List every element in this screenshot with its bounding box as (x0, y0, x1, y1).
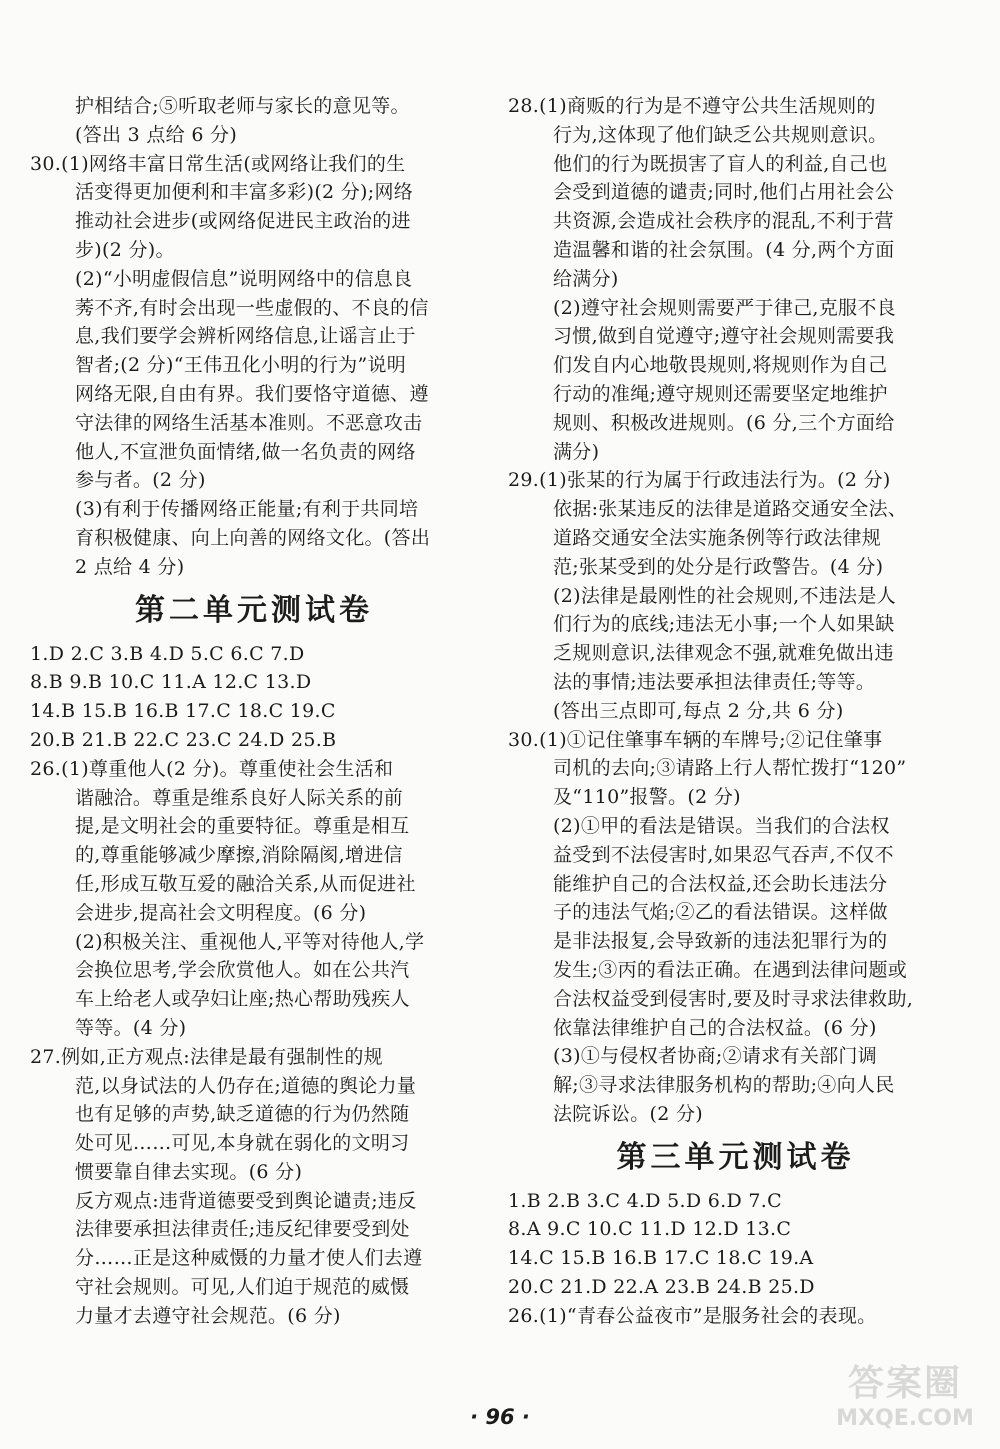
answer-line: 护相结合;⑤听取老师与家长的意见等。 (75, 95, 410, 117)
answer-line: 司机的去向;③请路上行人帮忙拨打“120” (553, 757, 907, 780)
watermark-bottom: MXQE.COM (836, 1406, 974, 1431)
question-line: 20.C 21.D 22.A 23.B 24.B 25.D (508, 1276, 815, 1299)
question-line: 28.(1)商贩的行为是不遵守公共生活规则的 (508, 95, 876, 117)
answer-line: 依靠法律维护自己的合法权益。(6 分) (553, 1016, 877, 1039)
question-line: 1.B 2.B 3.C 4.D 5.D 6.D 7.C (508, 1189, 782, 1212)
answer-line: 也有足够的声势,缺乏道德的行为仍然随 (75, 1103, 410, 1126)
answer-line: 共资源,会造成社会秩序的混乱,不利于营 (553, 210, 894, 233)
answer-line: 步)(2 分)。 (75, 238, 175, 261)
answer-line: 乏规则意识,法律观念不强,就难免做出违 (553, 642, 894, 665)
answer-line: 们发自内心地敬畏规则,将规则作为自己 (553, 354, 888, 377)
answer-line: 范;张某受到的处分是行政警告。(4 分) (553, 555, 884, 578)
question-line: 30.(1)①记住肇事车辆的车牌号;②记住肇事 (508, 728, 883, 751)
answer-line: 提,是文明社会的重要特征。尊重是相互 (75, 815, 410, 838)
question-line: 8.B 9.B 10.C 11.A 12.C 13.D (30, 671, 312, 694)
answer-line: 会受到道德的谴责;同时,他们占用社会公 (553, 181, 895, 204)
section-heading: 第二单元测试卷 (135, 592, 373, 628)
question-line: 8.A 9.C 10.C 11.D 12.D 13.C (508, 1218, 792, 1241)
question-line: 27.例如,正方观点:法律是最有强制性的规 (30, 1045, 383, 1068)
answer-line: 参与者。(2 分) (75, 469, 206, 492)
question-line: 1.D 2.C 3.B 4.D 5.C 6.C 7.D (30, 642, 305, 665)
answer-line: 及“110”报警。(2 分) (553, 786, 741, 809)
answer-line: 智者;(2 分)“王伟丑化小明的行为”说明 (75, 354, 407, 377)
answer-line: 车上给老人或孕妇让座;热心帮助残疾人 (75, 988, 410, 1011)
answer-line: 规则、积极改进规则。(6 分,三个方面给 (553, 411, 895, 434)
answer-line: 守法律的网络生活基本准则。不恶意攻击 (75, 411, 423, 434)
answer-line: 网络无限,自由有界。我们要恪守道德、遵 (75, 382, 429, 405)
question-line: 26.(1)“青春公益夜市”是服务社会的表现。 (508, 1304, 877, 1327)
answer-line: 造温馨和谐的社会氛围。(4 分,两个方面 (553, 238, 895, 261)
answer-line: 的,尊重能够减少摩擦,消除隔阂,增进信 (75, 844, 403, 867)
answer-line: 习惯,做到自觉遵守;遵守社会规则需要我 (553, 325, 895, 348)
answer-line: (2)法律是最刚性的社会规则,不违法是人 (553, 584, 896, 607)
answer-line: 谐融洽。尊重是维系良好人际关系的前 (75, 786, 404, 809)
answer-line: 发生;③丙的看法正确。在遇到法律问题或 (553, 958, 908, 981)
answer-line: 守社会规则。可见,人们迫于规范的威慑 (75, 1276, 410, 1299)
answer-line: 法律要承担法律责任;违反纪律要受到处 (75, 1218, 410, 1241)
question-line: 20.B 21.B 22.C 23.C 24.D 25.B (30, 728, 337, 751)
answer-line: 满分) (553, 440, 600, 463)
answer-line: 道路交通安全法实施条例等行政法律规 (553, 526, 882, 549)
answer-line: (答出 3 点给 6 分) (75, 123, 238, 146)
answer-line: 育积极健康、向上向善的网络文化。(答出 (75, 526, 431, 549)
answer-line: 法的事情;违法要承担法律责任;等等。 (553, 670, 876, 693)
answer-line: 会换位思考,学会欣赏他人。如在公共汽 (75, 959, 410, 982)
watermark-logo (830, 1355, 980, 1435)
answer-line: (2)“小明虚假信息”说明网络中的信息良 (75, 267, 413, 290)
answer-line: 推动社会进步(或网络促进民主政治的进 (75, 210, 411, 233)
answer-line: (3)有利于传播网络正能量;有利于共同培 (75, 498, 419, 521)
answer-line: 活变得更加便利和丰富多彩)(2 分);网络 (75, 181, 414, 204)
answer-line: 给满分) (553, 267, 619, 290)
answer-line: 力量才去遵守社会规范。(6 分) (75, 1304, 341, 1327)
answer-line: 2 点给 4 分) (75, 555, 185, 578)
answer-line: 行为,这体现了他们缺乏公共规则意识。 (553, 123, 888, 146)
answer-line: 们行为的底线;违法无小事;一个人如果缺 (553, 613, 895, 636)
answer-line: 法院诉讼。(2 分) (553, 1102, 703, 1125)
answer-line: 等等。(4 分) (75, 1016, 187, 1039)
right-column (508, 92, 963, 1331)
answer-line: 合法权益受到侵害时,要及时寻求法律救助, (553, 987, 914, 1010)
answer-line: 范,以身试法的人仍存在;道德的舆论力量 (75, 1074, 417, 1097)
answer-line: 分……正是这种威慑的力量才使人们去遵 (75, 1247, 423, 1270)
section-heading: 第三单元测试卷 (616, 1139, 855, 1175)
question-line: 14.C 15.B 16.B 17.C 18.C 19.A (508, 1247, 814, 1270)
answer-line: 惯要靠自律去实现。(6 分) (75, 1160, 303, 1183)
question-line: 14.B 15.B 16.B 17.C 18.C 19.C (30, 700, 336, 723)
answer-line: 息,我们要学会辨析网络信息,让谣言止于 (75, 325, 416, 348)
question-line: 26.(1)尊重他人(2 分)。尊重使社会生活和 (30, 757, 394, 780)
answer-line: 是非法报复,会导致新的违法犯罪行为的 (553, 930, 888, 953)
answer-line: 会进步,提高社会文明程度。(6 分) (75, 901, 367, 924)
answer-line: (2)遵守社会规则需要严于律己,克服不良 (553, 296, 896, 319)
answer-line: 能维护自己的合法权益,还会助长违法分 (553, 872, 888, 895)
answer-line: 益受到不法侵害时,如果忍气吞声,不仅不 (553, 843, 894, 866)
answer-line: (3)①与侵权者协商;②请求有关部门调 (553, 1045, 878, 1068)
answer-line: (答出三点即可,每点 2 分,共 6 分) (553, 699, 844, 722)
question-line: 29.(1)张某的行为属于行政违法行为。(2 分) (508, 469, 891, 492)
question-line: 30.(1)网络丰富日常生活(或网络让我们的生 (30, 152, 406, 175)
left-column (30, 92, 478, 1331)
answer-line: 他人,不宣泄负面情绪,做一名负责的网络 (75, 440, 416, 463)
answer-line: 子的违法气焰;②乙的看法错误。这样做 (553, 901, 888, 924)
page-number: · 96 · (470, 1405, 530, 1429)
answer-line: 莠不齐,有时会出现一些虚假的、不良的信 (75, 296, 429, 319)
answer-line: 他们的行为既损害了盲人的利益,自己也 (553, 152, 888, 175)
answer-line: 解;③寻求法律服务机构的帮助;④向人民 (553, 1074, 895, 1097)
answer-line: 行动的准绳;遵守规则还需要坚定地维护 (553, 382, 888, 405)
answer-line: 反方观点:违背道德要受到舆论谴责;违反 (75, 1189, 417, 1212)
watermark-top: 答案圈 (847, 1363, 962, 1404)
answer-line: (2)积极关注、重视他人,平等对待他人,学 (75, 930, 425, 953)
answer-line: 依据:张某违反的法律是道路交通安全法、 (553, 498, 908, 521)
answer-line: 任,形成互敬互爱的融洽关系,从而促进社 (75, 872, 416, 895)
answer-line: (2)①甲的看法是错误。当我们的合法权 (553, 814, 890, 837)
answer-line: 处可见……可见,本身就在弱化的文明习 (75, 1132, 410, 1155)
